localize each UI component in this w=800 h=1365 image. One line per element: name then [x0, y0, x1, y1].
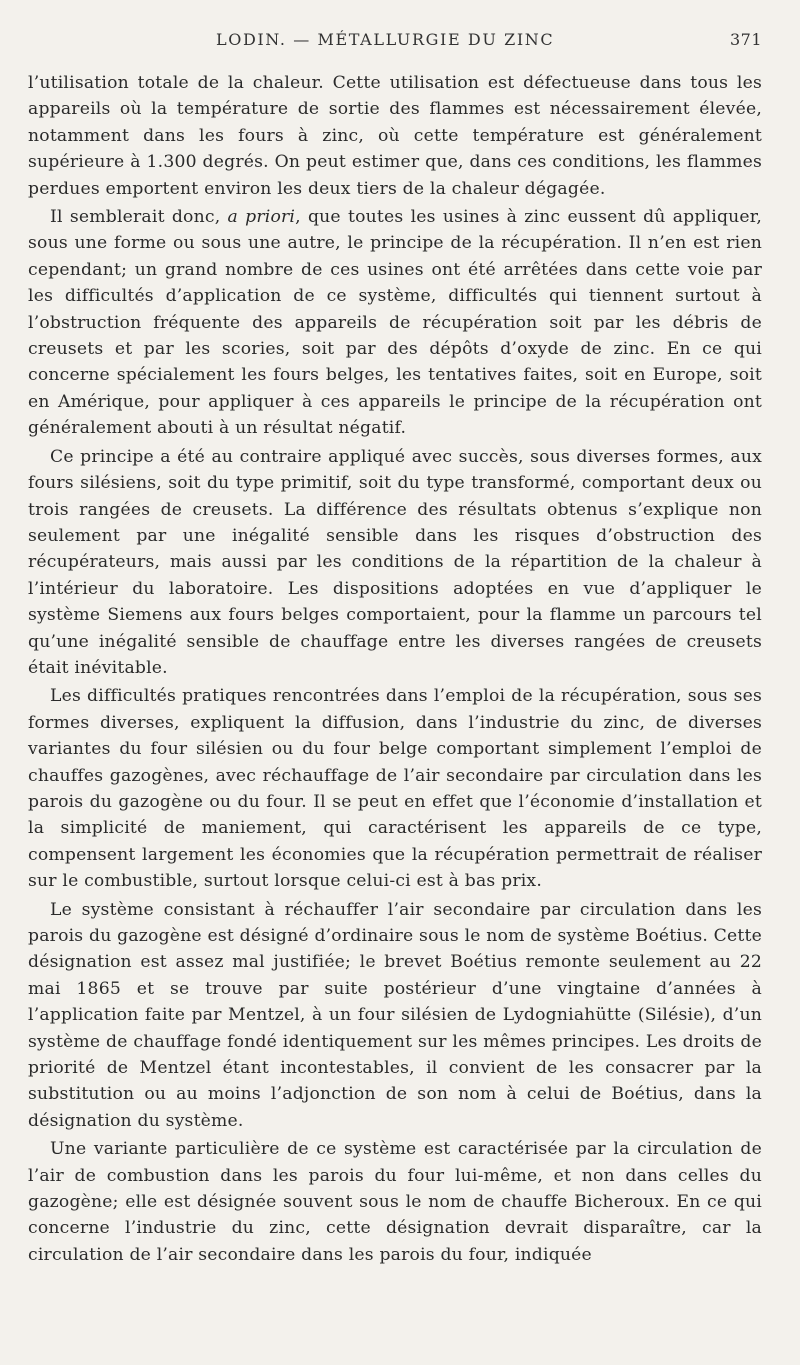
running-head [28, 28, 762, 62]
paragraph-6: Une variante particulière de ce système est caractérisée par la circulation de l’air de combustion dans les parois du four lui-même, et non dans celles du gazogène; elle est désignée souvent sous le nom de chauffe Bicheroux. En ce qui concerne l’industrie du zinc, cette désignation devrait disparaître, car la circulation de l’air secondaire dans les parois du four, indiquée [28, 1139, 762, 1265]
paragraph-4: Les difficultés pratiques rencontrées dans l’emploi de la récupération, sous ses formes diverses, expliquent la diffusion, dans l’industrie du zinc, de diverses variantes du four silésien ou du four belge comportant simplement l’emploi de chauffes gazogènes, avec réchauffage de l’air secondaire par circulation dans les parois du gazogène ou du four. Il se peut en effet que l’économie d’installation et la simplicité de maniement, qui caractérisent les appareils de ce type, compensent largement les économies que la récupération permettrait de réaliser sur le combustible, surtout lorsque celui-ci est à bas prix. [28, 686, 762, 892]
paragraph-1: l’utilisation totale de la chaleur. Cette utilisation est défectueuse dans tous les appareils où la température de sortie des flammes est nécessairement élevée, notamment dans les fours à zinc, où cette température est généralement supérieure à 1.300 degrés. On peut estimer que, dans ces conditions, les flammes perdues emportent environ les deux tiers de la chaleur dégagée. [28, 73, 762, 199]
running-title: LODIN. — MÉTALLURGIE DU ZINC [216, 30, 555, 49]
italic-a-priori: a priori [227, 207, 296, 228]
paragraph-3: Ce principe a été au contraire appliqué avec succès, sous diverses formes, aux fours silésiens, soit du type primitif, soit du type transformé, comportant deux ou trois rangées de creusets. La différence des résultats obtenus s’explique non seulement par une inégalité sensible dans les risques d’obstruction des récupérateurs, mais aussi par les conditions de la répartition de la chaleur à l’intérieur du laboratoire. Les dispositions adoptées en vue d’appliquer le système Siemens aux fours belges comportaient, pour la flamme un parcours tel qu’une inégalité sensible de chauffage entre les diverses rangées de creusets était inévitable. [28, 446, 762, 678]
body-text [28, 70, 762, 1268]
page-number: 371 [729, 30, 762, 49]
paragraph-5: Le système consistant à réchauffer l’air secondaire par circulation dans les parois du gazogène est désigné d’ordinaire sous le nom de système Boétius. Cette désignation est assez mal justifiée; le brevet Boétius remonte seulement au 22 mai 1865 et se trouve par suite postérieur d’une vingtaine d’années à l’application faite par Mentzel, à un four silésien de Lydogniahütte (Silésie), d’un système de chauffage fondé identiquement sur les mêmes principes. Les droits de priorité de Mentzel étant incontestables, il convient de les consacrer par la substitution ou au moins l’adjonction de son nom à celui de Boétius, dans la désignation du système. [28, 899, 762, 1131]
paragraph-2: Il semblerait donc, a priori, que toutes les usines à zinc eussent dû appliquer, sous une forme ou sous une autre, le principe de la récupération. Il n’en est rien cependant; un grand nombre de ces usines ont été arrêtées dans cette voie par les difficultés d’application de ce système, difficultés qui tiennent surtout à l’obstruction fréquente des appareils de récupération soit par les débris de creusets et par les scories, soit par des dépôts d’oxyde de zinc. En ce qui concerne spécialement les fours belges, les tentatives faites, soit en Europe, soit en Amérique, pour appliquer à ces appareils le principe de la récupération ont généralement abouti à un résultat négatif. [28, 207, 762, 439]
